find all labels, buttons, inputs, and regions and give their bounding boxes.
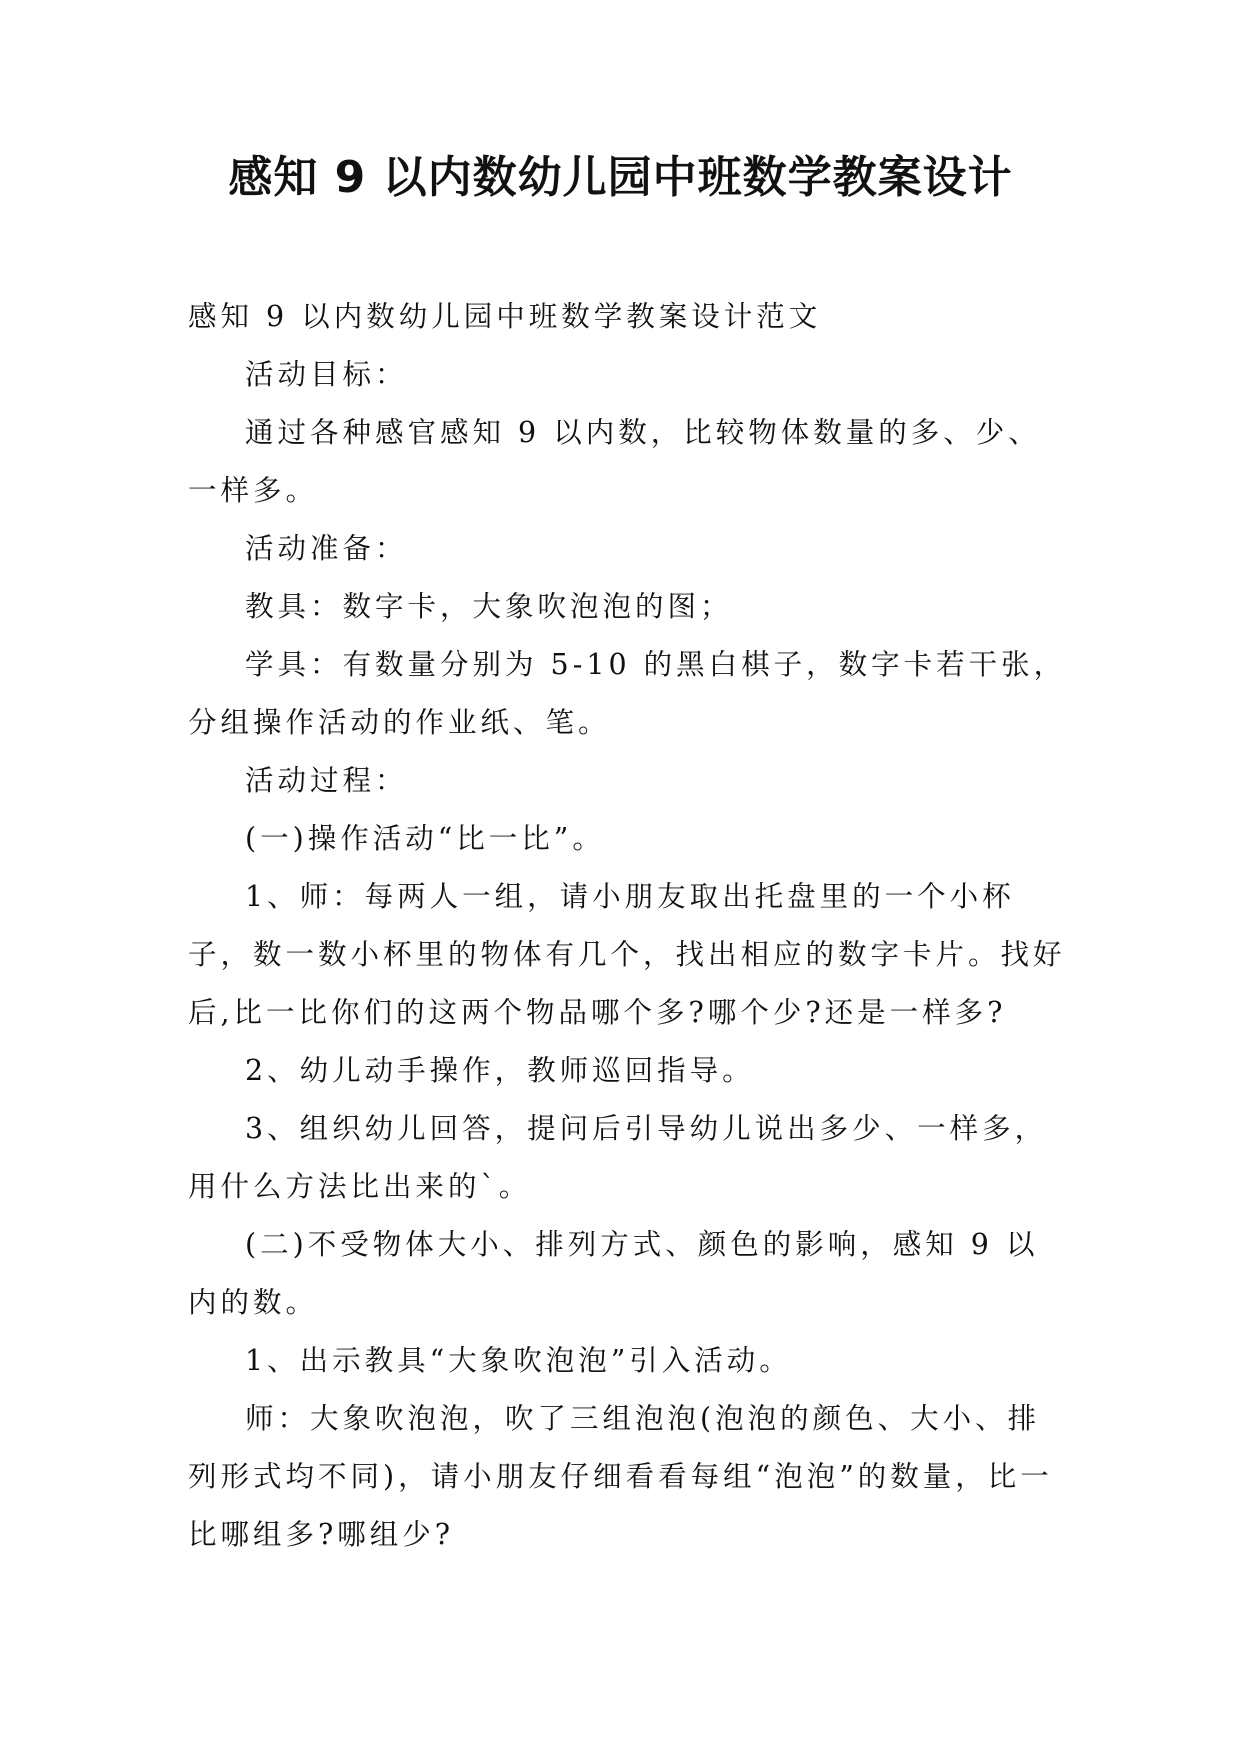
paragraph-step-2: 2、幼儿动手操作，教师巡回指导。 <box>245 1054 755 1087</box>
section-heading-process: 活动过程： <box>245 764 408 797</box>
section-heading-preparation: 活动准备： <box>245 532 408 565</box>
paragraph-step-3: 3、组织幼儿回答，提问后引导幼儿说出多少、一样多，用什么方法比出来的`。 <box>188 1112 1048 1203</box>
paragraph-step-1: 1、师：每两人一组，请小朋友取出托盘里的一个小杯子，数一数小杯里的物体有几个，找出相应的数字卡片。找好后,比一比你们的这两个物品哪个多?哪个少?还是一样多? <box>188 880 1066 1029</box>
paragraph-goals: 通过各种感官感知 9 以内数，比较物体数量的多、少、一样多。 <box>188 416 1041 507</box>
document-title: 感知 9 以内数幼儿园中班数学教案设计 <box>228 152 1013 203</box>
document-body <box>188 288 1068 1564</box>
paragraph-part-one-heading: (一)操作活动“比一比”。 <box>245 822 605 855</box>
paragraph-part-two-heading: (二)不受物体大小、排列方式、颜色的影响，感知 9 以内的数。 <box>188 1228 1039 1319</box>
paragraph-learning-aids: 学具：有数量分别为 5-10 的黑白棋子，数字卡若干张，分组操作活动的作业纸、笔。 <box>188 648 1067 739</box>
paragraph-part-two-step-1: 1、出示教具“大象吹泡泡”引入活动。 <box>245 1344 792 1377</box>
paragraph-teacher-speech: 师：大象吹泡泡，吹了三组泡泡(泡泡的颜色、大小、排列形式均不同)，请小朋友仔细看看每组“泡泡”的数量，比一比哪组多?哪组少? <box>188 1402 1053 1551</box>
section-heading-goals: 活动目标： <box>245 358 408 391</box>
paragraph-teaching-aids: 教具：数字卡，大象吹泡泡的图； <box>245 590 733 623</box>
subtitle-paragraph: 感知 9 以内数幼儿园中班数学教案设计范文 <box>188 300 822 333</box>
